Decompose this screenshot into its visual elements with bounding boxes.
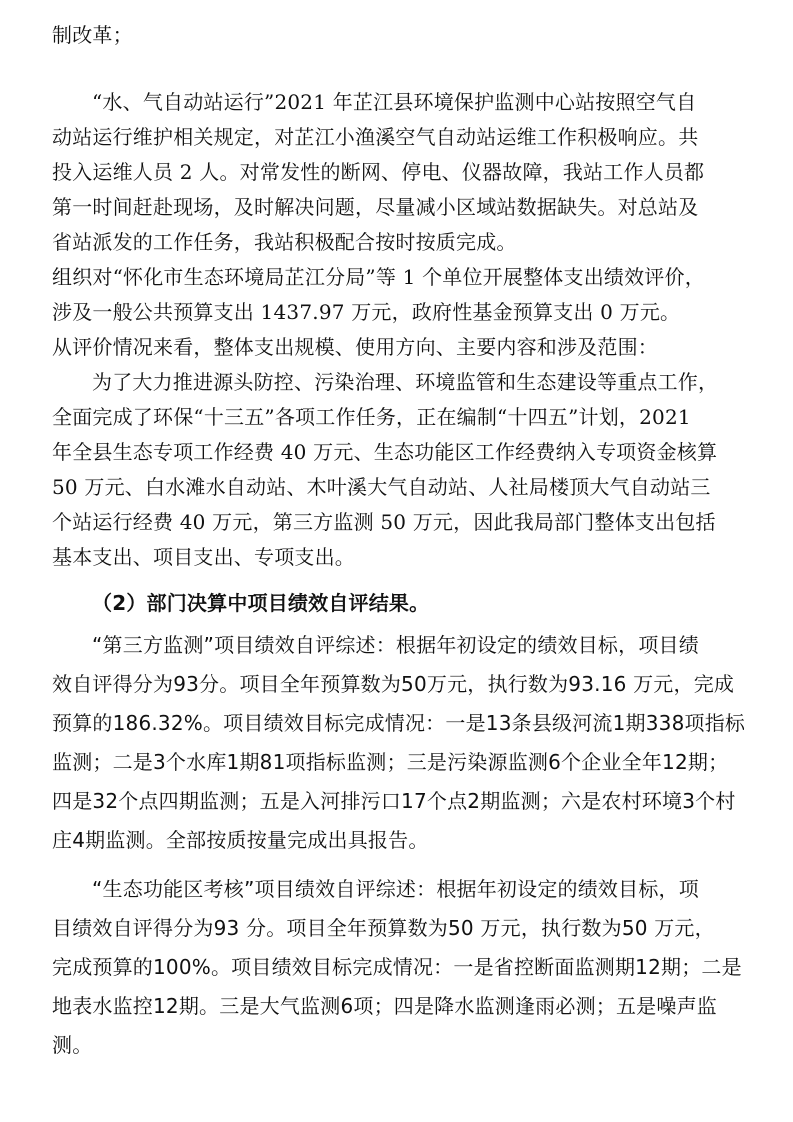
paragraph-line: 组织对“怀化市生态环境局芷江分局”等 1 个单位开展整体支出绩效评价， (52, 265, 705, 289)
paragraph-line: 四是32个点四期监测；五是入河排污口17个点2期监测；六是农村环境3个村 (52, 789, 736, 813)
paragraph-line: 50 万元、白水滩水自动站、木叶溪大气自动站、人社局楼顶大气自动站三 (52, 475, 711, 499)
paragraph-line: 目绩效自评得分为93 分。项目全年预算数为50 万元，执行数为50 万元， (52, 916, 715, 940)
paragraph-line: 效自评得分为93分。项目全年预算数为50万元，执行数为93.16 万元，完成 (52, 672, 735, 696)
paragraph-line: 制改革； (52, 23, 133, 47)
paragraph-line: 从评价情况来看，整体支出规模、使用方向、主要内容和涉及范围： (52, 335, 658, 359)
paragraph-line: 年全县生态专项工作经费 40 万元、生态功能区工作经费纳入专项资金核算 (52, 440, 718, 464)
paragraph-line: 基本支出、项目支出、专项支出。 (52, 545, 355, 569)
section-heading: （2）部门决算中项目绩效自评结果。 (92, 591, 430, 615)
paragraph-line: 涉及一般公共预算支出 1437.97 万元，政府性基金预算支出 0 万元。 (52, 300, 681, 324)
paragraph-line: 完成预算的100%。项目绩效目标完成情况：一是省控断面监测期12期；二是 (52, 955, 742, 979)
paragraph-line: 测。 (52, 1033, 93, 1057)
paragraph-line: 庄4期监测。全部按质按量完成出具报告。 (52, 828, 429, 852)
paragraph-line: 第一时间赶赴现场，及时解决问题，尽量减小区域站数据缺失。对总站及 (52, 195, 699, 219)
paragraph-line: 地表水监控12期。三是大气监测6项；四是降水监测逢雨必测；五是噪声监 (52, 994, 717, 1018)
paragraph-line: “水、气自动站运行”2021 年芷江县环境保护监测中心站按照空气自 (92, 90, 697, 114)
paragraph-line: 投入运维人员 2 人。对常发性的断网、停电、仪器故障，我站工作人员都 (52, 160, 705, 184)
paragraph-line: 监测；二是3个水库1期81项指标监测；三是污染源监测6个企业全年12期； (52, 750, 729, 774)
paragraph-line: “第三方监测”项目绩效自评综述：根据年初设定的绩效目标，项目绩 (92, 633, 699, 657)
paragraph-line: 为了大力推进源头防控、污染治理、环境监管和生态建设等重点工作， (92, 370, 719, 394)
paragraph-line: 动站运行维护相关规定，对芷江小渔溪空气自动站运维工作积极响应。共 (52, 125, 699, 149)
paragraph-line: 预算的186.32%。项目绩效目标完成情况：一是13条县级河流1期338项指标 (52, 711, 746, 735)
paragraph-line: 个站运行经费 40 万元，第三方监测 50 万元，因此我局部门整体支出包括 (52, 510, 716, 534)
paragraph-line: “生态功能区考核”项目绩效自评综述：根据年初设定的绩效目标，项 (92, 877, 699, 901)
paragraph-line: 省站派发的工作任务，我站积极配合按时按质完成。 (52, 230, 517, 254)
paragraph-line: 全面完成了环保“十三五”各项工作任务，正在编制“十四五”计划，2021 (52, 405, 691, 429)
